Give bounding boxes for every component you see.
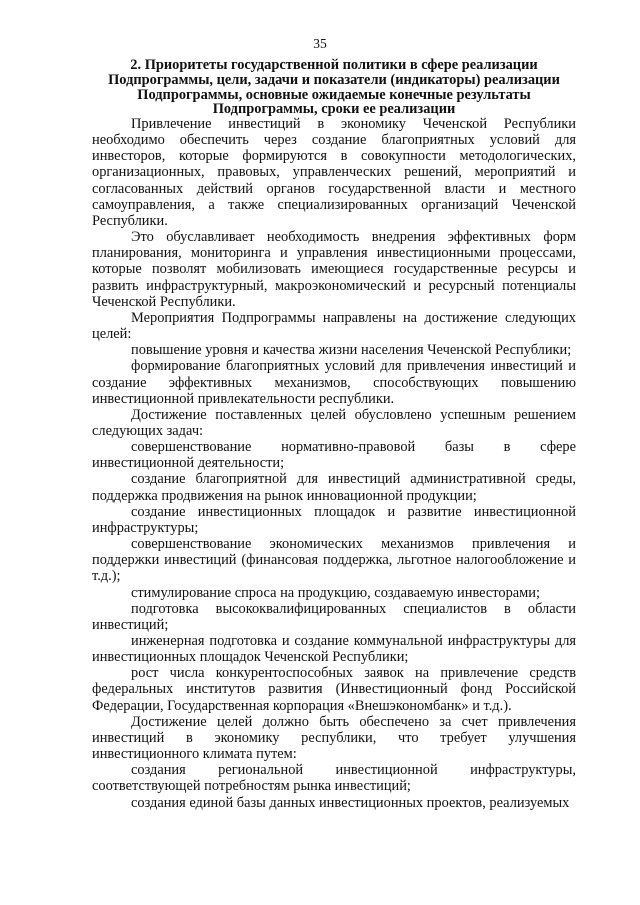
list-item: совершенствование нормативно-правовой базы в сфере инвестиционной деятельности; (92, 439, 576, 472)
document-body (92, 116, 576, 811)
list-item: повышение уровня и качества жизни населения Чеченской Республики; (131, 342, 572, 359)
paragraph: Мероприятия Подпрограммы направлены на достижение следующих целей: (92, 309, 576, 343)
heading-line: Подпрограммы, цели, задачи и показатели (индикаторы) реализации (108, 71, 560, 88)
list-item: создание инвестиционных площадок и развитие инвестиционной инфраструктуры; (92, 503, 576, 536)
list-item: стимулирование спроса на продукцию, создаваемую инвесторами; (131, 584, 540, 601)
list-item: создания региональной инвестиционной инфраструктуры, соответствующей потребностям рынка инвестиций; (92, 762, 576, 795)
list-item: создание благоприятной для инвестиций административной среды, поддержка продвижения на рынок инновационной продукции; (92, 471, 576, 504)
list-item: создания единой базы данных инвестиционных проектов, реализуемых (131, 794, 570, 811)
section-heading (92, 58, 576, 117)
paragraph: Достижение целей должно быть обеспечено за счет привлечения инвестиций в экономику республики, что требует улучшения инвестиционного климата путем: (92, 713, 576, 763)
list-item: совершенствование экономических механизмов привлечения и поддержки инвестиций (финансовая поддержка, льготное налогообложение и т.д.); (92, 536, 576, 585)
list-item: инженерная подготовка и создание коммунальной инфраструктуры для инвестиционных площадок Чеченской Республики; (92, 633, 576, 666)
list-item: рост числа конкурентоспособных заявок на привлечение средств федеральных институтов развития (Инвестиционный фонд Российской Федерации, Государственная корпорация «Внешэкономбанк» и т.д.). (92, 665, 576, 714)
heading-line: 2. Приоритеты государственной политики в сфере реализации (130, 57, 538, 73)
paragraph: Это обуславливает необходимость внедрения эффективных форм планирования, мониторинга и управления инвестиционными процессами, которые позволят мобилизовать имеющиеся государственные ресурсы и развить инфраструктурный, макроэкономический и ресурсный потенциалы Чеченской Республики. (92, 229, 576, 310)
heading-line: Подпрограммы, основные ожидаемые конечные результаты (137, 86, 531, 103)
paragraph: Привлечение инвестиций в экономику Чеченской Республики необходимо обеспечить через создание благоприятных условий для инвесторов, которые формируются в совокупности методологических, организационных, правовых, управленческих решений, мероприятий и согласованных действий органов государственной власти и местного самоуправления, а также специализированных организаций Чеченской Республики. (92, 116, 576, 229)
paragraph: Достижение поставленных целей обусловлено успешным решением следующих задач: (92, 406, 576, 439)
list-item: подготовка высококвалифицированных специалистов в области инвестиций; (92, 600, 576, 633)
page-number: 35 (313, 36, 327, 51)
heading-line: Подпрограммы, сроки ее реализации (212, 101, 456, 118)
list-item: формирование благоприятных условий для привлечения инвестиций и создание эффективных механизмов, способствующих повышению инвестиционной привлекательности республики. (92, 358, 576, 407)
